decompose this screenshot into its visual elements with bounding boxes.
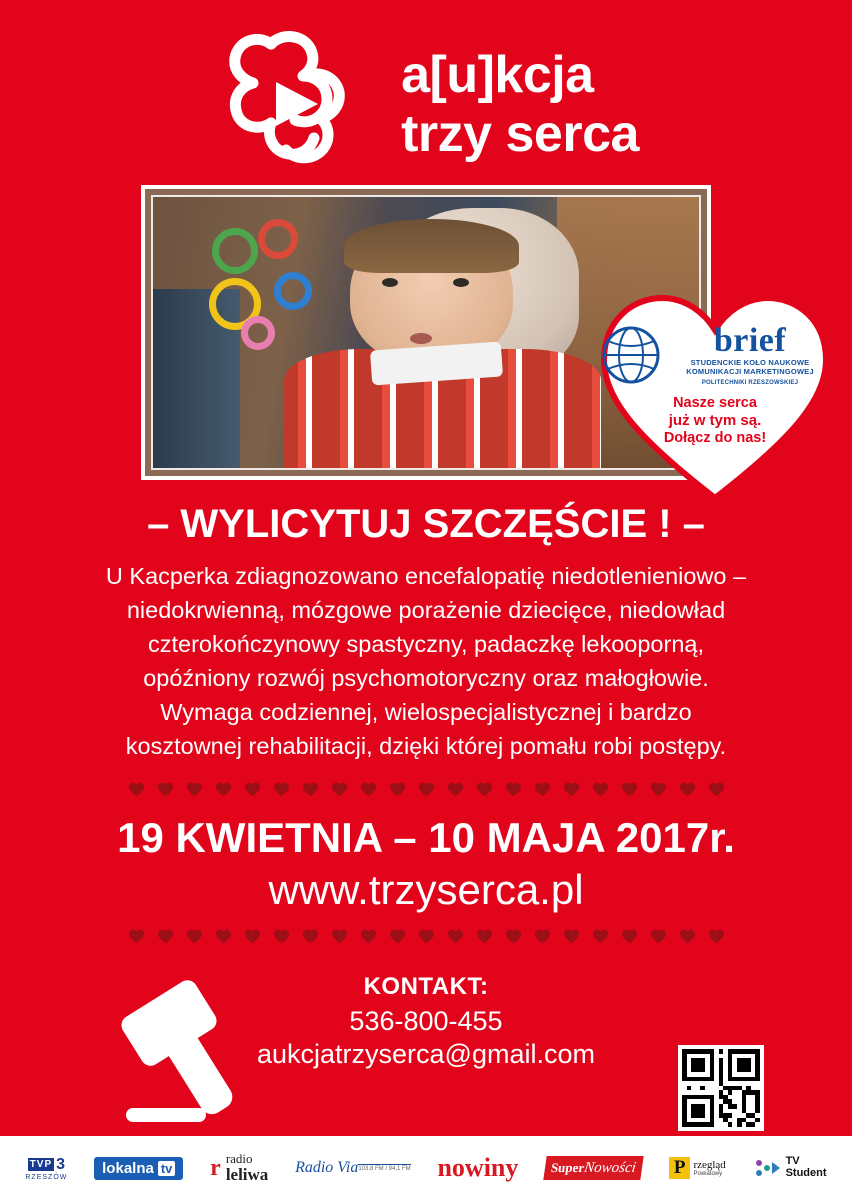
sponsor-tvp3-rzeszow <box>25 1156 67 1181</box>
page-title: – WYLICYTUJ SZCZĘŚCIE ! – <box>147 502 705 546</box>
heart-icon <box>650 781 667 802</box>
heart-icon <box>273 928 290 949</box>
sponsor-lokalna-tv <box>94 1157 183 1180</box>
sponsor-nowiny <box>437 1153 518 1183</box>
tv-student-line-1: TV <box>785 1155 800 1168</box>
badge-slogan-line-3: Dołącz do nas! <box>663 430 767 447</box>
description-line-4: opóźniony rozwój psychomotoryczny oraz małogłowie. <box>143 665 709 692</box>
sponsor-radio-via <box>295 1159 411 1177</box>
sponsor-radio-leliwa <box>210 1152 268 1183</box>
heart-icon <box>447 781 464 802</box>
contact-phone[interactable]: 536-800-455 <box>349 1006 503 1037</box>
brief-heart-badge <box>600 290 830 505</box>
heart-icon <box>447 928 464 949</box>
leliwa-line-1: radio <box>225 1151 253 1167</box>
heart-icon <box>418 781 435 802</box>
tvp-city: RZESZÓW <box>25 1173 68 1181</box>
heart-icon <box>534 928 551 949</box>
heart-icon <box>302 928 319 949</box>
heart-icon <box>563 928 580 949</box>
auction-dates: 19 KWIETNIA – 10 MAJA 2017r. <box>117 814 735 862</box>
heart-icon <box>505 781 522 802</box>
brief-wordmark: brief <box>713 322 787 359</box>
heart-icon <box>215 781 232 802</box>
heart-icon <box>650 928 667 949</box>
description-line-1: U Kacperka zdiagnozowano encefalopatię niedotlenieniowo – <box>105 563 747 589</box>
heart-icon <box>360 781 377 802</box>
brief-subtitle-line-2: KOMUNIKACJI MARKETINGOWEJ <box>686 367 814 377</box>
description-line-5: Wymaga codziennej, wielospecjalistycznej i bardzo <box>160 699 692 726</box>
nowiny-wordmark: nowiny <box>437 1153 519 1182</box>
description-line-6: kosztownej rehabilitacji, dzięki której pomału robi postępy. <box>125 733 727 760</box>
lokalna-tv-badge: tv <box>158 1161 176 1176</box>
przeglad-line-2: Powiatowy <box>693 1170 723 1177</box>
supernowosci-pre: Super <box>550 1160 586 1175</box>
heart-icon <box>128 781 145 802</box>
lokalna-word: lokalna <box>102 1159 154 1177</box>
contact-title: KONTAKT: <box>363 973 489 1001</box>
heart-icon <box>331 928 348 949</box>
heart-divider-bottom <box>0 928 852 949</box>
leliwa-mark: r <box>210 1154 221 1181</box>
leliwa-line-2: leliwa <box>225 1164 269 1184</box>
sponsor-super-nowosci <box>545 1156 642 1180</box>
description-line-2: niedokrwienną, mózgowe porażenie dziecięce, niedowład <box>126 597 726 624</box>
heart-icon <box>302 781 319 802</box>
heart-icon <box>215 928 232 949</box>
heart-icon <box>244 781 261 802</box>
tvp-channel-number: 3 <box>56 1155 66 1173</box>
logo-line-2: trzy serca <box>401 104 639 163</box>
brief-subtitle <box>686 358 814 387</box>
description-text <box>76 559 776 763</box>
heart-icon <box>244 928 261 949</box>
heart-icon <box>621 781 638 802</box>
heart-icon <box>186 781 203 802</box>
tv-student-icon <box>753 1158 781 1178</box>
tvp-mark: TVP <box>29 1159 53 1170</box>
heart-icon <box>331 781 348 802</box>
tv-student-line-2: Student <box>785 1167 827 1179</box>
heart-icon <box>592 928 609 949</box>
supernowosci-post: Nowości <box>583 1160 638 1176</box>
badge-slogan-line-2: już w tym są. <box>668 412 762 430</box>
heart-icon <box>157 928 174 949</box>
brief-subtitle-line-1: STUDENCKIE KOŁO NAUKOWE <box>690 358 810 367</box>
heart-icon <box>592 781 609 802</box>
sponsor-przeglad <box>669 1157 726 1179</box>
contact-email[interactable]: aukcjatrzyserca@gmail.com <box>256 1039 595 1070</box>
przeglad-line-1: rzegląd <box>693 1158 726 1171</box>
heart-icon <box>621 928 638 949</box>
heart-icon <box>708 928 725 949</box>
qr-code[interactable] <box>678 1045 764 1131</box>
sponsor-bar <box>0 1136 852 1200</box>
heart-icon <box>563 781 580 802</box>
globe-icon <box>616 325 678 387</box>
przeglad-mark: P <box>669 1157 691 1179</box>
heart-icon <box>679 781 696 802</box>
sponsor-tv-student <box>753 1156 827 1179</box>
radiovia-name: Radio Via <box>295 1159 359 1177</box>
heart-icon <box>708 781 725 802</box>
poster-header <box>0 0 852 175</box>
heart-icon <box>186 928 203 949</box>
heart-icon <box>476 781 493 802</box>
clover-heart-play-logo <box>213 30 373 180</box>
description-line-3: czterokończynowy spastyczny, padaczkę lekooporną, <box>147 631 704 658</box>
badge-content <box>600 324 830 447</box>
auction-gavel-icon <box>108 975 308 1135</box>
heart-icon <box>157 781 174 802</box>
heart-icon <box>273 781 290 802</box>
website-url: www.trzyserca.pl <box>268 866 584 914</box>
heart-icon <box>534 781 551 802</box>
heart-icon <box>128 928 145 949</box>
badge-slogan-line-1: Nasze serca <box>673 395 757 412</box>
heart-icon <box>679 928 696 949</box>
logo-line-1: a[u]kcja <box>401 46 594 105</box>
heart-icon <box>360 928 377 949</box>
heart-icon <box>389 928 406 949</box>
heart-icon <box>418 928 435 949</box>
heart-icon <box>505 928 522 949</box>
radiovia-frequency: 103.8 FM / 94,1 FM <box>358 1165 411 1172</box>
heart-divider-top <box>0 781 852 802</box>
badge-slogan <box>600 395 830 447</box>
heart-icon <box>476 928 493 949</box>
brief-subtitle-line-3: POLITECHNIKI RZESZOWSKIEJ <box>701 379 799 386</box>
heart-icon <box>389 781 406 802</box>
logo-wordmark <box>401 46 639 162</box>
